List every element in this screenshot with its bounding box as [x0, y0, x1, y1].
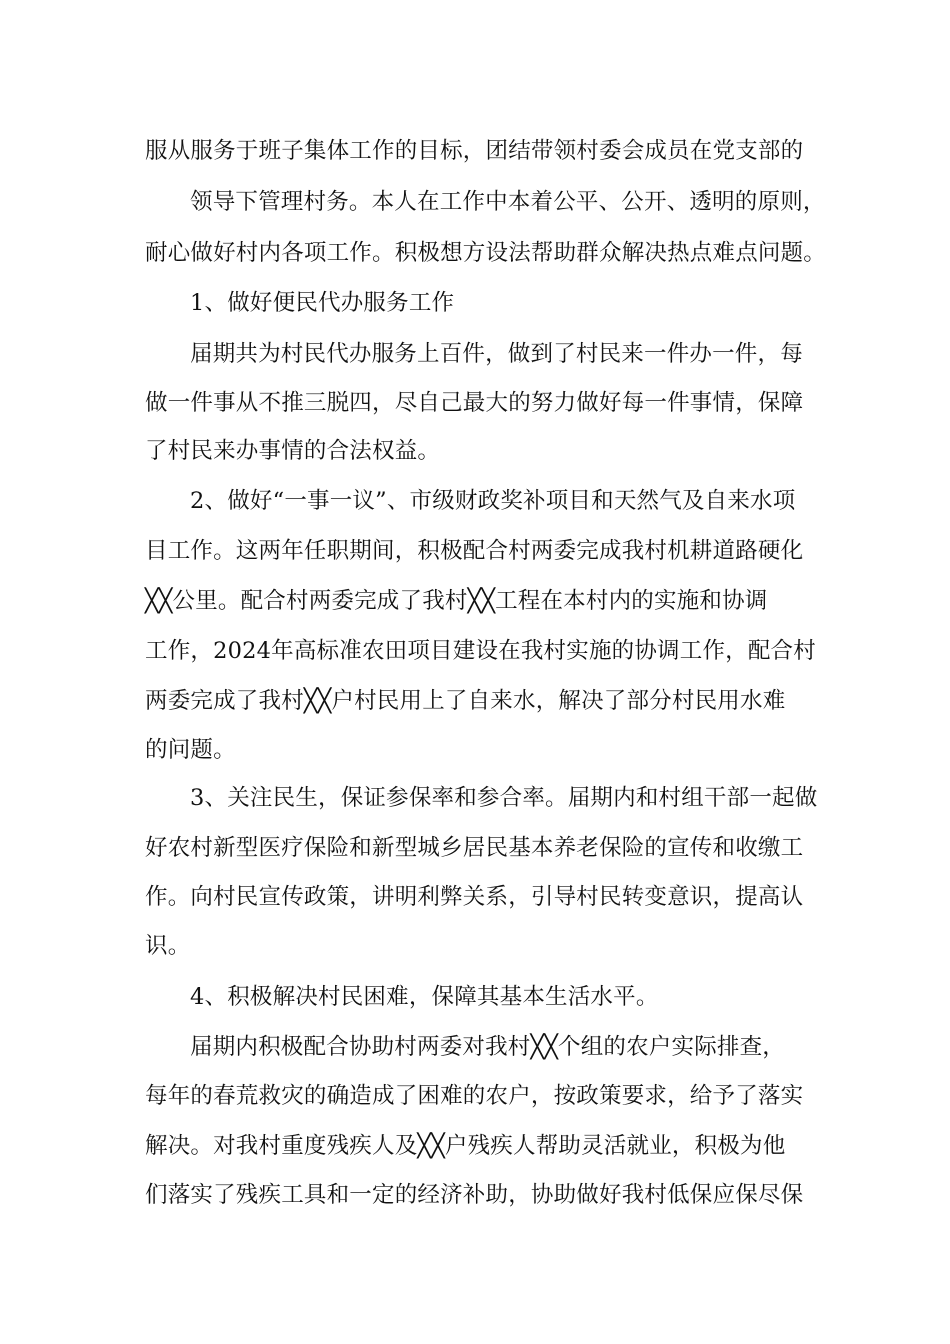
text-line: 届期内积极配合协助村两委对我村╳╳个组的农户实际排查， [190, 1034, 785, 1060]
text-line: 2、做好“一事一议”、市级财政奖补项目和天然气及自来水项 [190, 488, 796, 514]
text-line: 届期共为村民代办服务上百件，做到了村民来一件办一件，每 [190, 341, 803, 367]
section-heading: 1、做好便民代办服务工作 [190, 290, 455, 316]
text-line: 领导下管理村务。本人在工作中本着公平、公开、透明的原则， [190, 189, 826, 215]
text-line: 好农村新型医疗保险和新型城乡居民基本养老保险的宣传和收缴工 [145, 835, 804, 861]
text-line: 两委完成了我村╳╳户村民用上了自来水，解决了部分村民用水难 [145, 688, 786, 714]
text-line: 作。向村民宣传政策，讲明利弊关系，引导村民转变意识，提高认 [145, 884, 804, 910]
text-line: 解决。对我村重度残疾人及╳╳户残疾人帮助灵活就业，积极为他 [145, 1133, 786, 1159]
text-line: 耐心做好村内各项工作。积极想方设法帮助群众解决热点难点问题。 [145, 240, 827, 266]
text-line: 每年的春荒救灾的确造成了困难的农户，按政策要求，给予了落实 [145, 1083, 804, 1109]
text-line: 服从服务于班子集体工作的目标，团结带领村委会成员在党支部的 [145, 138, 804, 164]
text-line: 目工作。这两年任职期间，积极配合村两委完成我村机耕道路硬化 [145, 538, 804, 564]
text-line: 识。 [145, 933, 191, 959]
section-heading: 4、积极解决村民困难，保障其基本生活水平。 [190, 984, 659, 1010]
text-line: 做一件事从不推三脱四，尽自己最大的努力做好每一件事情，保障 [145, 390, 804, 416]
text-line: ╳╳公里。配合村两委完成了我村╳╳工程在本村内的实施和协调 [145, 588, 768, 614]
text-line: 的问题。 [145, 737, 236, 763]
text-line: 了村民来办事情的合法权益。 [145, 438, 441, 464]
text-line: 3、关注民生，保证参保率和参合率。届期内和村组干部一起做 [190, 785, 818, 811]
text-line: 们落实了残疾工具和一定的经济补助，协助做好我村低保应保尽保 [145, 1182, 804, 1208]
text-line: 工作，2024年高标准农田项目建设在我村实施的协调工作，配合村 [145, 638, 816, 664]
